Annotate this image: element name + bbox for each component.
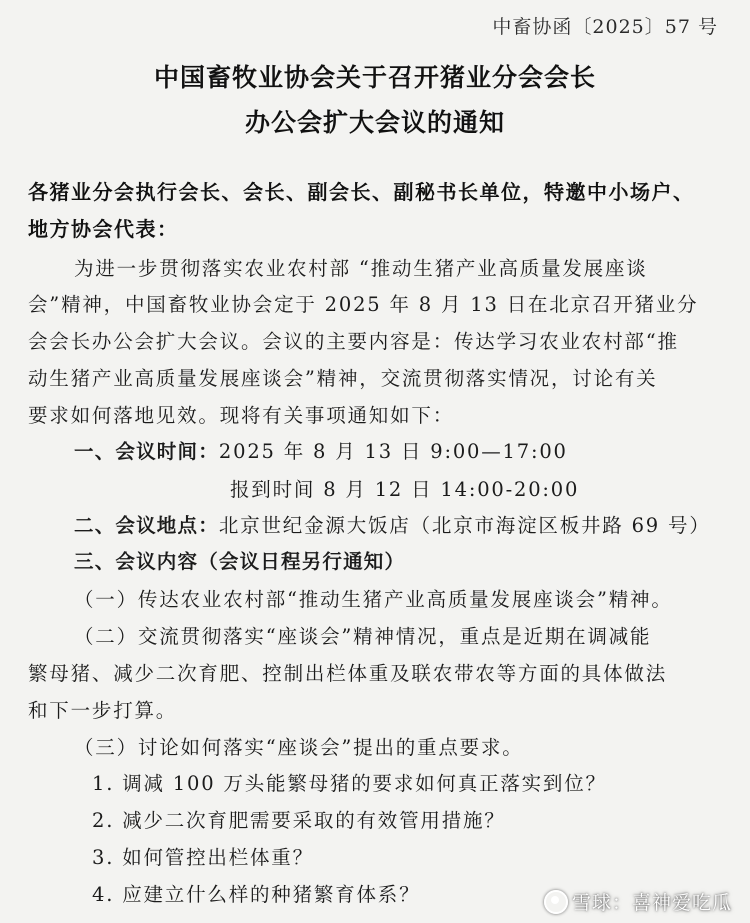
content-item-2-line-2: 繁母猪、减少二次育肥、控制出栏体重及联农带农等方面的具体做法 xyxy=(28,662,668,685)
intro-line-1: 为进一步贯彻落实农业农村部 “推动生猪产业高质量发展座谈 xyxy=(74,257,648,280)
watermark-text: 雪球：喜神爱吃瓜 xyxy=(571,892,732,914)
document-title-line-1: 中国畜牧业协会关于召开猪业分会会长 xyxy=(153,63,596,92)
intro-line-3: 会会长办公会扩大会议。会议的主要内容是：传达学习农业农村部“推 xyxy=(28,330,679,353)
intro-line-4: 动生猪产业高质量发展座谈会”精神，交流贯彻落实情况，讨论有关 xyxy=(28,367,658,390)
watermark xyxy=(544,888,732,915)
content-item-3: （三）讨论如何落实“座谈会”提出的重点要求。 xyxy=(74,736,524,759)
section-1-label: 一、会议时间： xyxy=(74,440,219,463)
question-3: 3. 如何管控出栏体重？ xyxy=(92,846,314,869)
content-item-2-line-3: 和下一步打算。 xyxy=(28,699,178,722)
meeting-time: 2025 年 8 月 13 日 9:00—17:00 xyxy=(218,440,568,463)
meeting-location: 北京世纪金源大饭店（北京市海淀区板井路 69 号） xyxy=(218,514,711,537)
snowball-logo-icon xyxy=(544,890,568,914)
addressee-line-1: 各猪业分会执行会长、会长、副会长、副秘书长单位，特邀中小场户、 xyxy=(28,180,695,204)
content-item-2-line-1: （二）交流贯彻落实“座谈会”精神情况，重点是近期在调减能 xyxy=(74,625,652,648)
question-1: 1. 调减 100 万头能繁母猪的要求如何真正落实到位？ xyxy=(92,772,607,795)
checkin-time: 报到时间 8 月 12 日 14:00-20:00 xyxy=(230,478,580,501)
section-3-label: 三、会议内容（会议日程另行通知） xyxy=(74,550,406,573)
section-2-label: 二、会议地点： xyxy=(74,514,219,537)
addressee-line-2: 地方协会代表： xyxy=(28,217,179,241)
section-2-line xyxy=(74,514,711,537)
content-item-1: （一）传达农业农村部“推动生猪产业高质量发展座谈会”精神。 xyxy=(74,588,673,611)
intro-line-5: 要求如何落地见效。现将有关事项通知如下： xyxy=(28,404,455,427)
document-title-line-2: 办公会扩大会议的通知 xyxy=(244,108,505,137)
section-1-line xyxy=(74,440,568,463)
addressee xyxy=(28,174,728,248)
question-4: 4. 应建立什么样的种猪繁育体系？ xyxy=(92,883,421,906)
doc-number: 中畜协函〔2025〕57 号 xyxy=(492,16,718,38)
question-2: 2. 减少二次育肥需要采取的有效管用措施？ xyxy=(92,809,506,832)
intro-line-2: 会”精神，中国畜牧业协会定于 2025 年 8 月 13 日在北京召开猪业分 xyxy=(28,293,699,316)
